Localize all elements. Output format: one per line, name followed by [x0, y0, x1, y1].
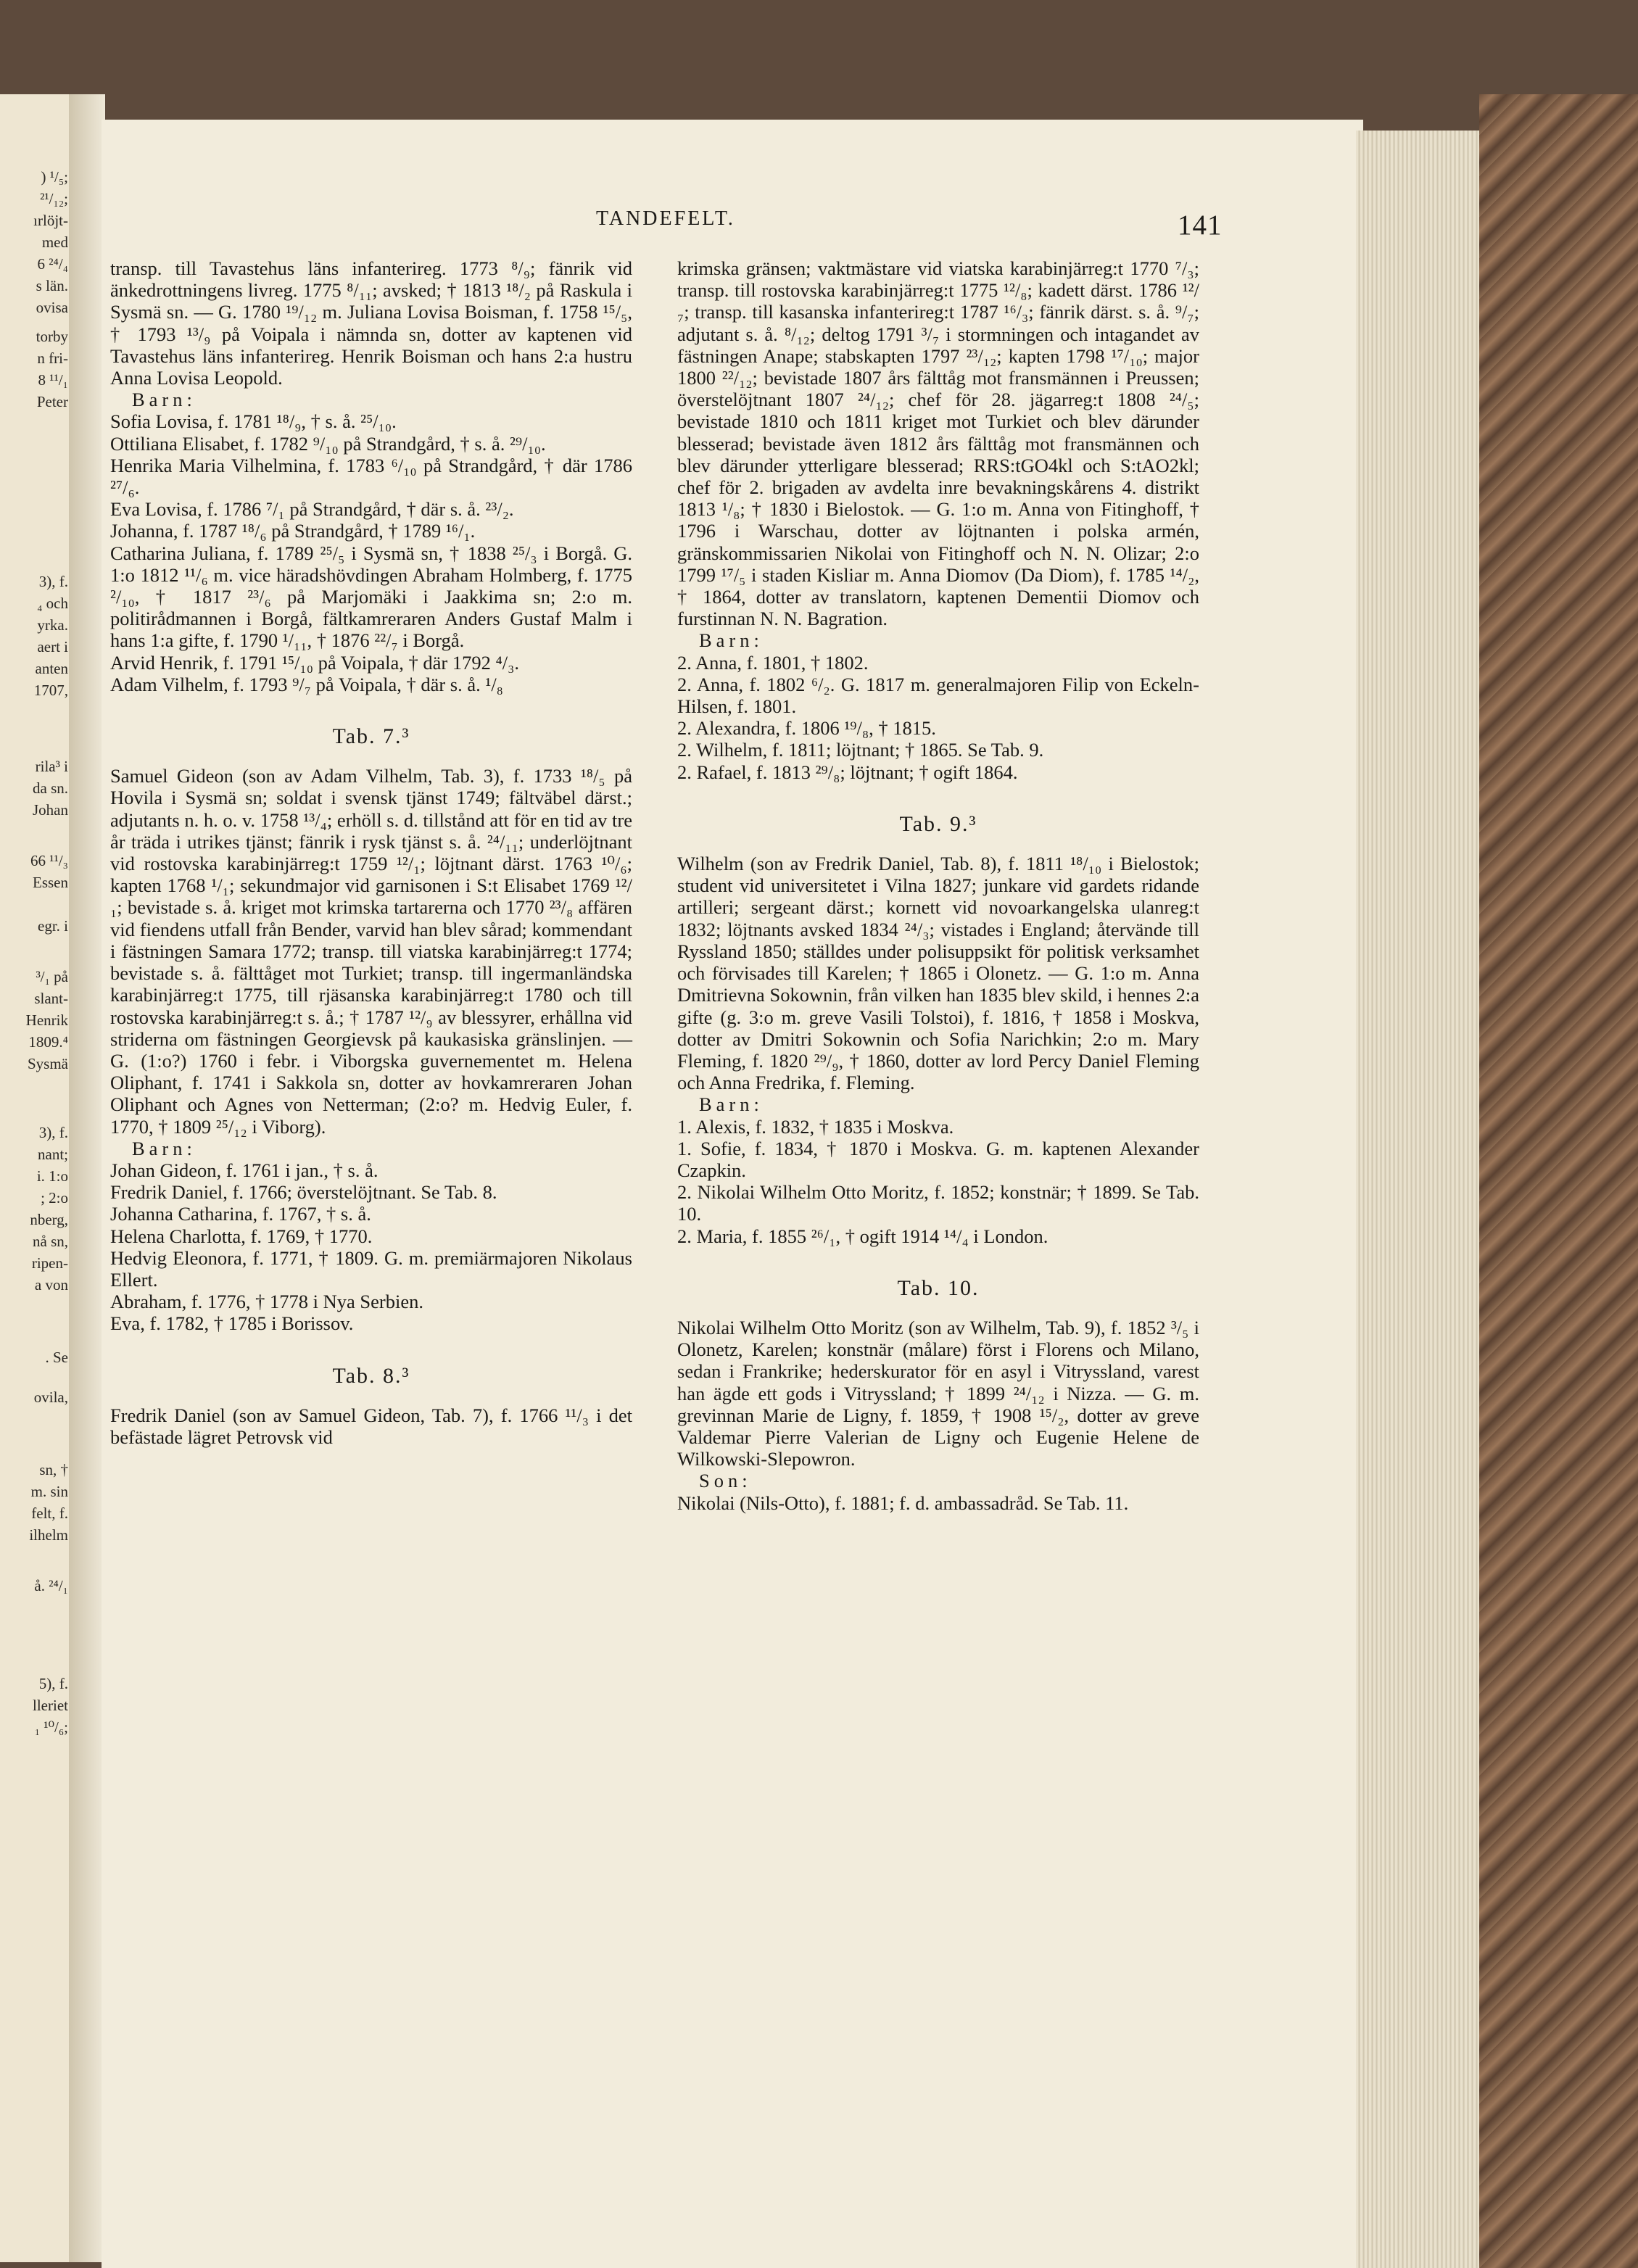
left-page-fragment: 3), f.: [38, 573, 68, 590]
entry-item: Helena Charlotta, f. 1769, † 1770.: [110, 1225, 373, 1247]
entry-item: 2. Nikolai Wilhelm Otto Moritz, f. 1852; konstnär; † 1899. Se Tab. 10.: [677, 1181, 1199, 1225]
left-page-edge: [0, 94, 73, 2262]
left-page-fragment: nant;: [38, 1146, 68, 1163]
left-page-fragment: med: [41, 233, 68, 251]
children-heading: Barn:: [132, 389, 197, 411]
left-page-fragment: felt, f.: [31, 1505, 68, 1522]
left-page-fragment: 66 ¹¹/₃: [30, 852, 68, 869]
entry-item: 1. Alexis, f. 1832, † 1835 i Moskva.: [677, 1115, 954, 1138]
entry-item: 2. Rafael, f. 1813 ²⁹/₈; löjtnant; † ogift 1864.: [677, 761, 1018, 783]
paragraph: Samuel Gideon (son av Adam Vilhelm, Tab. 3), f. 1733 ¹⁸/₅ på Hovila i Sysmä sn; soldat i svensk tjänst 1749; fältväbel därst.; adjutants n. h. o. v. 1758 ¹³/₄; erhöll s. d. tillstånd att för en tid av tre år träda i utrikes tjänst; fänrik i rysk tjänst s. å. ²⁴/₁₁; underlöjtnant vid rostovska karabinjärreg:t 1759 ¹²/₁; löjtnant därst. 1763 ¹⁰/₆; kapten 1768 ¹/₁; sekundmajor vid garnisonen i S:t Elisabet 1769 ¹²/₁; bevistade s. å. kriget mot krimska tartarerna och 1770 ²³/₈ affären vid fiendens utfall från Bender, varvid han blev sårad; kommendant i fästningen Samara 1772; transp. till viatska karabinjärreg:t 1774; bevistade s. å. fälttåget mot Turkiet; transp. till ingermanländska karabinjärreg:t 1775, till rjäsanska karabinjärreg:t 1780 och till rostovska karabinjärreg:t s. å.; † 1787 ¹²/₉ av blessyrer, erhållna vid striderna om fästningen Georgievsk på kaukasiska gränslinjen. — G. (1:o?) 1760 i febr. i Viborgska guvernementet m. Helena Oliphant, f. 1741 i Sakkola sn, dotter av hovkamreraren Johan Oliphant och Agnes von Netterman; (2:o? m. Hedvig Euler, f. 1770, † 1809 ²⁵/₁₂ i Viborg).: [110, 765, 632, 1138]
left-page-fragment: lleriet: [33, 1697, 68, 1714]
left-page-fragment: ³/₁ på: [36, 968, 68, 985]
paragraph: Nikolai Wilhelm Otto Moritz (son av Wilhelm, Tab. 9), f. 1852 ³/₅ i Olonetz, Karelen; konstnär (målare) först i Florens och Milano, sedan i Frankrike; hederskurator för en asyl i Vitryssland, varest han ägde ett gods i Vitryssland; † 1899 ²⁴/₁₂ i Nizza. — G. m. grevinnan Marie de Ligny, f. 1859, † 1908 ¹⁵/₂, dotter av greve Valdemar Pierre Valerian de Ligny och Eugenie Helene de Wilkowski-Slepowron.: [677, 1316, 1199, 1470]
entry-item: Catharina Juliana, f. 1789 ²⁵/₅ i Sysmä sn, † 1838 ²⁵/₃ i Borgå. G. 1:o 1812 ¹¹/₆ m. vice häradshövdingen Abraham Holmberg, f. 1775 ²/₁₀, † 1817 ²³/₆ på Marjomäki i Jaakkima sn; 2:o m. politirådmannen i Borgå, fältkamreraren Anders Gustaf Malm i hans 1:a gifte, f. 1790 ¹/₁₁, † 1876 ²²/₇ i Borgå.: [110, 542, 632, 652]
entry-item: Fredrik Daniel, f. 1766; överstelöjtnant. Se Tab. 8.: [110, 1181, 497, 1204]
left-page-fragment: ) ¹/₅;: [41, 168, 68, 186]
children-heading: Son:: [699, 1470, 752, 1492]
left-page-fragment: 1707,: [33, 682, 68, 699]
paragraph: Wilhelm (son av Fredrik Daniel, Tab. 8), f. 1811 ¹⁸/₁₀ i Bielostok; student vid universitetet i Vilna 1827; junkare vid gardets ridande artilleri; sergeant därst.; kornett vid novoarkangelska ulanreg:t 1832; löjtnants avsked 1834 ²⁴/₃; vistades i England; återvände till Ryssland 1850; ställdes under polisuppsikt för politisk verksamhet och förvisades till Karelen; † 1865 i Olonetz. — G. 1:o m. Anna Dmitrievna Sokownin, från vilken han 1835 blev skild, i hennes 2:a gifte (g. 3:o m. greve Vasili Tolstoi), f. 1816, † 1858 i Moskva, dotter av Dmitri Sokownin och Sofia Narichkin; 2:o m. Mary Fleming, f. 1820 ²⁹/₉, † 1860, dotter av lord Percy Daniel Fleming och Anna Fredrika, f. Fleming.: [677, 853, 1199, 1094]
left-page-fragment: nberg,: [30, 1211, 68, 1228]
entry-item: Sofia Lovisa, f. 1781 ¹⁸/₉, † s. å. ²⁵/₁₀.: [110, 410, 397, 433]
left-page-fragment: 1809.⁴: [28, 1033, 68, 1051]
children-heading: Barn:: [699, 1093, 764, 1116]
left-page-fragment: ilhelm: [29, 1526, 68, 1544]
entry-item: 2. Maria, f. 1855 ²⁶/₁, † ogift 1914 ¹⁴/₄ i London.: [677, 1225, 1048, 1247]
book-gutter: [69, 94, 105, 2262]
entry-item: 1. Sofie, f. 1834, † 1870 i Moskva. G. m. kaptenen Alexander Czapkin.: [677, 1137, 1199, 1181]
entry-item: Nikolai (Nils-Otto), f. 1881; f. d. ambassadråd. Se Tab. 11.: [677, 1491, 1129, 1514]
left-page-fragment: slant-: [34, 990, 68, 1007]
entry-item: 2. Wilhelm, f. 1811; löjtnant; † 1865. Se Tab. 9.: [677, 739, 1044, 761]
right-text-column: [677, 257, 1199, 1514]
left-page-fragment: ; 2:o: [41, 1189, 68, 1207]
left-page-fragment: Johan: [33, 801, 68, 819]
entry-item: Adam Vilhelm, f. 1793 ⁹/₇ på Voipala, † där s. å. ¹/₈: [110, 673, 503, 695]
entry-item: Johan Gideon, f. 1761 i jan., † s. å.: [110, 1159, 379, 1181]
left-page-fragment: sn, †: [39, 1461, 68, 1478]
entry-item: Abraham, f. 1776, † 1778 i Nya Serbien.: [110, 1291, 424, 1313]
entry-item: Hedvig Eleonora, f. 1771, † 1809. G. m. premiärmajoren Nikolaus Ellert.: [110, 1246, 632, 1291]
running-head: TANDEFELT.: [596, 207, 735, 230]
left-page-fragment: 8 ¹¹/₁: [38, 371, 68, 389]
table-heading: Tab. 8.³: [332, 1363, 410, 1388]
paragraph: Fredrik Daniel (son av Samuel Gideon, Tab. 7), f. 1766 ¹¹/₃ i det befästade lägret Petrovsk vid: [110, 1404, 632, 1448]
entry-item: Arvid Henrik, f. 1791 ¹⁵/₁₀ på Voipala, † där 1792 ⁴/₃.: [110, 651, 519, 674]
left-page-fragment: nå sn,: [33, 1233, 68, 1250]
left-page-fragment: i. 1:o: [36, 1167, 68, 1185]
left-page-fragment: 3), f.: [38, 1124, 68, 1141]
left-text-column: [110, 257, 632, 1448]
entry-item: Eva, f. 1782, † 1785 i Borissov.: [110, 1312, 354, 1335]
left-page-fragment: Henrik: [25, 1011, 68, 1029]
left-page-fragment: m. sin: [30, 1483, 68, 1500]
left-page-fragment: ovila,: [33, 1388, 68, 1406]
entry-item: 2. Anna, f. 1802 ⁶/₂. G. 1817 m. generalmajoren Filip von Eckeln-Hilsen, f. 1801.: [677, 673, 1199, 718]
left-page-fragment: anten: [35, 660, 68, 677]
left-page-fragment: n fri-: [37, 349, 68, 367]
entry-item: Johanna, f. 1787 ¹⁸/₆ på Strandgård, † 1789 ¹⁶/₁.: [110, 520, 476, 542]
left-page-fragment: yrka.: [37, 616, 68, 634]
left-page-fragment: ripen-: [31, 1254, 68, 1272]
left-page-fragment: Peter: [36, 393, 68, 410]
left-page-fragment: 5), f.: [38, 1675, 68, 1692]
paragraph: krimska gränsen; vaktmästare vid viatska karabinjärreg:t 1770 ⁷/₃; transp. till rostovska karabinjärreg:t 1775 ¹²/₈; kadett därst. 1786 ¹²/₇; transp. till kasanska infanterireg:t 1787 ¹⁶/₃; fänrik därst. s. å. ⁹/₇; adjutant s. å. ⁸/₁₂; deltog 1791 ³/₇ i stormningen och intagandet av fästningen Anape; stabskapten 1797 ²³/₁₂; kapten 1798 ¹⁷/₁₀; major 1800 ²²/₁₂; bevistade 1807 års fälttåg mot fransmännen i Preussen; överstelöjtnant 1807 ²⁴/₁₂; chef för 28. jägarreg:t 1808 ²⁴/₅; bevistade 1810 och 1811 kriget mot Turkiet och blev därunder blesserad; bevistade även 1812 års fälttåg mot fransmännen och blev därunder ytterligare blesserad; RRS:tGO4kl och S:tAO2kl; chef för 2. brigaden av avdelta inre bevakningskårens 4. distrikt 1813 ¹/₈; † 1830 i Bielostok. — G. 1:o m. Anna von Fitinghoff, † 1796 i Warschau, dotter av löjtnanten i polska armén, gränskommissarien Nikolai von Fitinghoff och N. N. Olizar; 2:o 1799 ¹⁷/₅ i staden Kisliar m. Anna Diomov (Da Diom), f. 1785 ¹⁴/₂, † 1864, dotter av translatorn, kaptenen Dementii Diomov och furstinnan N. N. Bagration.: [677, 257, 1199, 630]
paragraph: transp. till Tavastehus läns infanterireg. 1773 ⁸/₉; fänrik vid änkedrottningens livreg. 1775 ⁸/₁₁; avsked; † 1813 ¹⁸/₂ på Raskula i Sysmä sn. — G. 1780 ¹⁹/₁₂ m. Juliana Lovisa Boisman, f. 1758 ¹⁵/₅, † 1793 ¹³/₉ på Voipala i nämnda sn, dotter av kaptenen vid Tavastehus läns infanterireg. Henrik Boisman och hans 2:a hustru Anna Lovisa Leopold.: [110, 257, 632, 389]
entry-item: Johanna Catharina, f. 1767, † s. å.: [110, 1203, 371, 1225]
left-page-fragment: egr. i: [38, 917, 68, 935]
entry-item: 2. Alexandra, f. 1806 ¹⁹/₈, † 1815.: [677, 717, 936, 740]
left-page-fragment: s län.: [36, 277, 68, 294]
left-page-fragment: rila³ i: [35, 758, 68, 775]
left-page-fragment: ²¹/₁₂;: [40, 190, 68, 207]
left-page-fragment: ırlöjt-: [33, 212, 68, 229]
table-heading: Tab. 10.: [897, 1275, 980, 1300]
table-heading: Tab. 7.³: [332, 724, 410, 749]
page-stack-edge: [1356, 131, 1479, 2268]
left-page-fragment: da sn.: [33, 779, 68, 797]
left-page-fragment: . Se: [45, 1349, 68, 1366]
book-cover-edge: [1479, 94, 1638, 2268]
left-page-fragment: a von: [34, 1276, 68, 1294]
children-heading: Barn:: [699, 629, 764, 652]
left-page-fragment: ₁ ¹⁰/₆;: [34, 1718, 68, 1736]
children-heading: Barn:: [132, 1137, 197, 1159]
left-page-fragment: Essen: [33, 874, 68, 891]
entry-item: Eva Lovisa, f. 1786 ⁷/₁ på Strandgård, † där s. å. ²³/₂.: [110, 498, 514, 521]
entry-item: 2. Anna, f. 1801, † 1802.: [677, 651, 869, 674]
left-page-fragment: aert i: [37, 638, 68, 655]
left-page-fragment: å. ²⁴/₁: [34, 1577, 68, 1594]
entry-item: Ottiliana Elisabet, f. 1782 ⁹/₁₀ på Strandgård, † s. å. ²⁹/₁₀.: [110, 432, 546, 455]
page-number: 141: [1178, 210, 1223, 241]
left-page-fragment: Sysmä: [27, 1055, 68, 1072]
left-page-fragment: ovisa: [36, 299, 68, 316]
left-page-fragment: torby: [36, 328, 68, 345]
left-page-fragment: ₄ och: [37, 595, 68, 612]
entry-item: Henrika Maria Vilhelmina, f. 1783 ⁶/₁₀ på Strandgård, † där 1786 ²⁷/₆.: [110, 454, 632, 499]
table-heading: Tab. 9.³: [899, 811, 977, 836]
left-page-fragment: 6 ²⁴/₄: [37, 255, 68, 273]
